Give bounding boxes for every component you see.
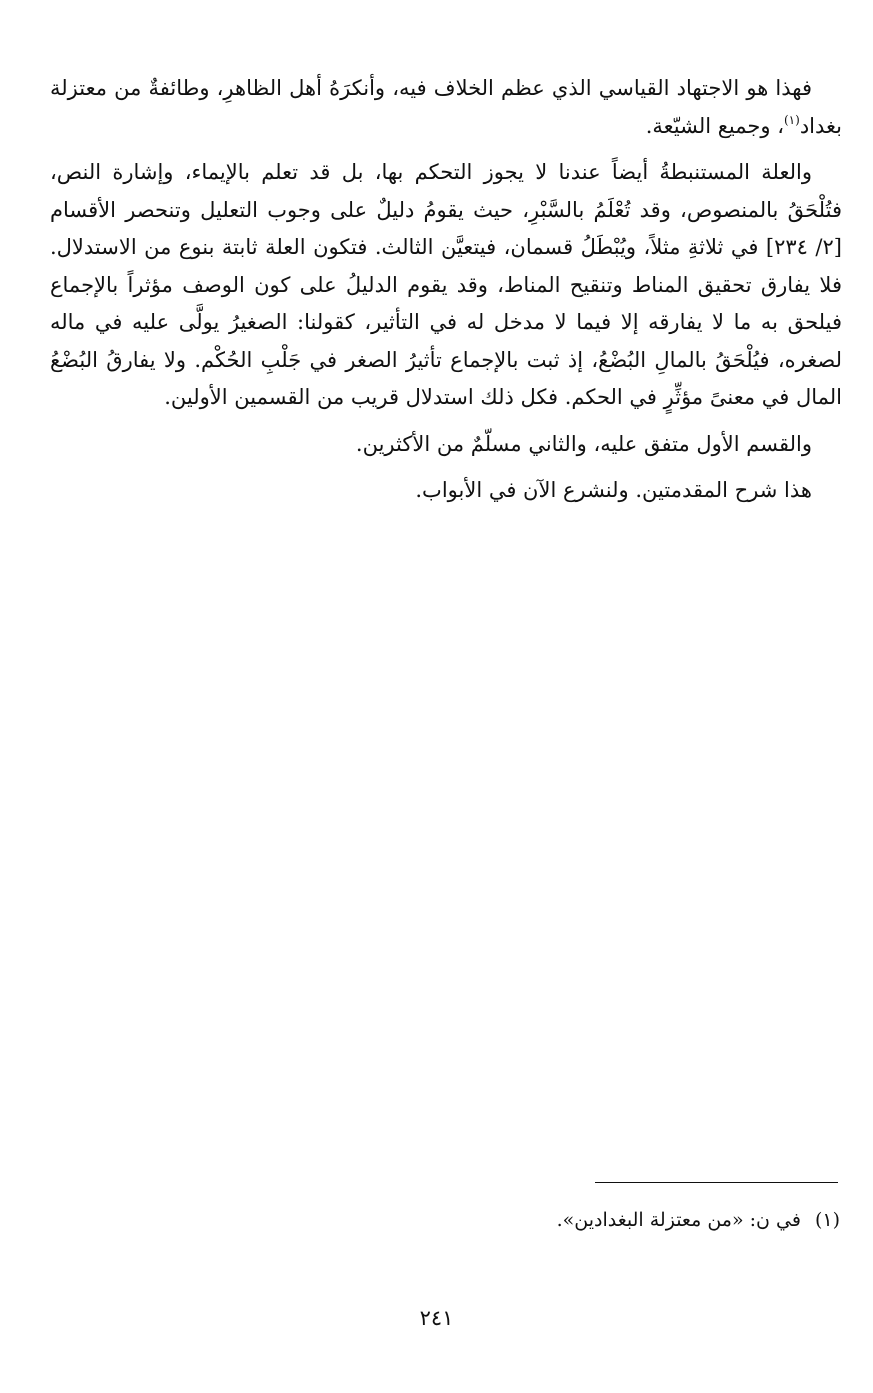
footnote-text: في ن: «من معتزلة البغدادين». <box>556 1209 801 1231</box>
paragraph-4: هذا شرح المقدمتين. ولنشرع الآن في الأبواب. <box>415 478 812 502</box>
page-number: ٢٤١ <box>419 1306 454 1330</box>
paragraph-1 <box>50 70 842 145</box>
footnote-number: (١) <box>814 1209 840 1231</box>
paragraph-1-text-before-note: فهذا هو الاجتهاد القياسي الذي عظم الخلاف فيه، وأنكرَهُ أهل الظاهرِ، وطائفةٌ من معتزلة بغداد <box>50 76 842 138</box>
footnote-1 <box>300 1205 840 1235</box>
main-text-block <box>50 70 842 519</box>
paragraph-2: والعلة المستنبطةُ أيضاً عندنا لا يجوز التحكم بها، بل قد تعلم بالإيماء، وإشارة النص، فتُلْحَقُ بالمنصوص، وقد تُعْلَمُ بالسَّبْرِ، حيث يقومُ دليلٌ على وجوب التعليل وتنحصر الأقسام [٢/ ٢٣٤] في ثلاثةِ مثلاً، ويُبْطَلُ قسمان، فيتعيَّن الثالث. فتكون العلة ثابتة بنوع من الاستدلال. فلا يفارق تحقيق المناط وتنقيح المناط، وقد يقوم الدليلُ على كون الوصف مؤثراً بالإجماع فيلحق به ما لا يفارقه إلا فيما لا مدخل له في التأثير، كقولنا: الصغيرُ يولَّى عليه في ماله لصغره، فيُلْحَقُ بالمالِ البُضْعُ، إذ ثبت بالإجماع تأثيرُ الصغر في جَلْبِ الحُكْم. ولا يفارقُ البُضْعُ المال في معنىً مؤثِّرٍ في الحكم. فكل ذلك استدلال قريب من القسمين الأولين. <box>50 160 842 409</box>
paragraph-3: والقسم الأول متفق عليه، والثاني مسلّمٌ من الأكثرين. <box>355 431 812 456</box>
paragraph-1-text-after-note: ، وجميع الشيّعة. <box>645 113 784 138</box>
footnote-separator-line <box>595 1182 838 1183</box>
footnote-reference-1: (١) <box>783 112 800 127</box>
